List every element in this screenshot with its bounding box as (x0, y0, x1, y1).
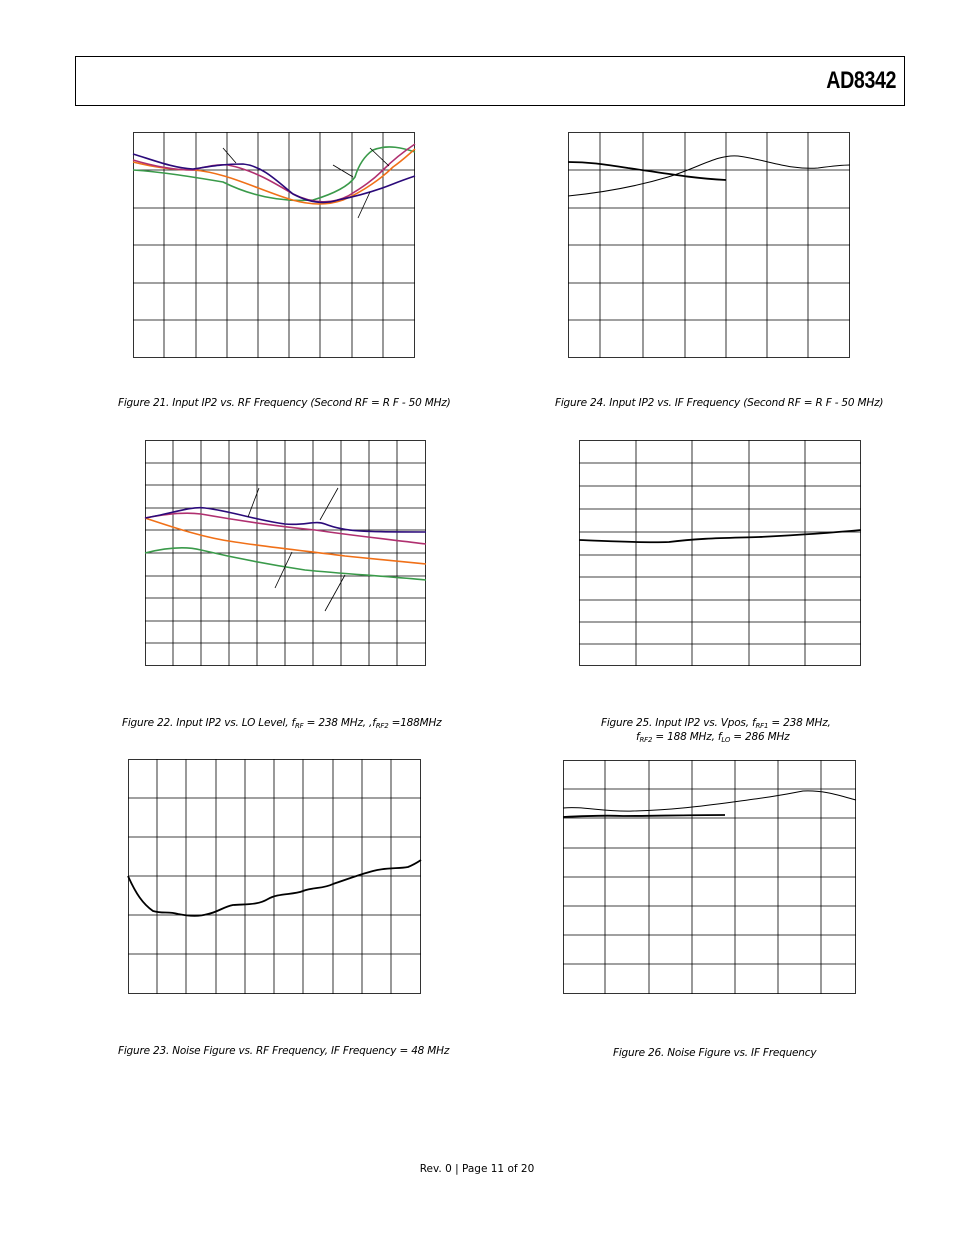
series-line (128, 860, 421, 916)
figure-25-caption-line1 (601, 717, 831, 730)
caption-text: = 238 MHz, ,f (303, 717, 376, 729)
arrow-2 (320, 488, 338, 520)
caption-text: = 238 MHz, (768, 717, 831, 729)
figure-23-caption: Figure 23. Noise Figure vs. RF Frequency, IF Frequency = 48 MHz (118, 1045, 450, 1057)
page-footer: Rev. 0 | Page 11 of 20 (419, 1163, 535, 1175)
arrow-1 (223, 148, 236, 163)
series-line-2 (145, 518, 426, 564)
series-line-thick (563, 815, 725, 817)
caption-text: =188MHz (388, 717, 442, 729)
figure-21-caption: Figure 21. Input IP2 vs. RF Frequency (Second RF = R F - 50 MHz) (118, 397, 451, 409)
series-line-1 (133, 147, 415, 200)
series-line-4 (145, 508, 426, 532)
caption-text: f (636, 731, 640, 743)
figure-26-caption: Figure 26. Noise Figure vs. IF Frequency (613, 1047, 817, 1059)
caption-text: = 188 MHz, f (652, 731, 722, 743)
caption-text: = 286 MHz (730, 731, 790, 743)
caption-text: Figure 25. Input IP2 vs. Vpos, f (601, 717, 756, 729)
plot-grid (145, 440, 426, 666)
plot-grid (128, 759, 421, 994)
figure-25-plot (579, 440, 861, 666)
figure-24-caption: Figure 24. Input IP2 vs. IF Frequency (Second RF = R F - 50 MHz) (555, 397, 884, 409)
series-line-thin (563, 791, 856, 811)
figure-26-plot (563, 760, 856, 994)
series-line-2 (133, 149, 415, 204)
caption-sub: RF2 (639, 736, 653, 744)
caption-sub: LO (721, 736, 731, 744)
caption-sub: RF2 (375, 722, 389, 730)
caption-sub: RF (294, 722, 304, 730)
doc-id: AD8342 (826, 67, 896, 94)
figure-22-plot (145, 440, 426, 666)
figure-24-plot (568, 132, 850, 358)
arrow-4 (325, 575, 345, 611)
caption-text: Figure 22. Input IP2 vs. LO Level, f (122, 717, 295, 729)
arrow-3 (370, 148, 389, 166)
page-header (75, 56, 905, 106)
plot-grid (563, 760, 856, 994)
arrow-4 (358, 192, 370, 218)
arrow-3 (275, 552, 292, 588)
plot-grid (579, 440, 861, 666)
figure-22-caption (122, 717, 442, 730)
figure-25-caption-line2 (636, 731, 789, 744)
figure-23-plot (128, 759, 421, 994)
caption-sub: RF1 (755, 722, 769, 730)
series-line-3 (145, 513, 426, 544)
figure-21-plot (133, 132, 415, 358)
arrow-2 (333, 165, 353, 177)
